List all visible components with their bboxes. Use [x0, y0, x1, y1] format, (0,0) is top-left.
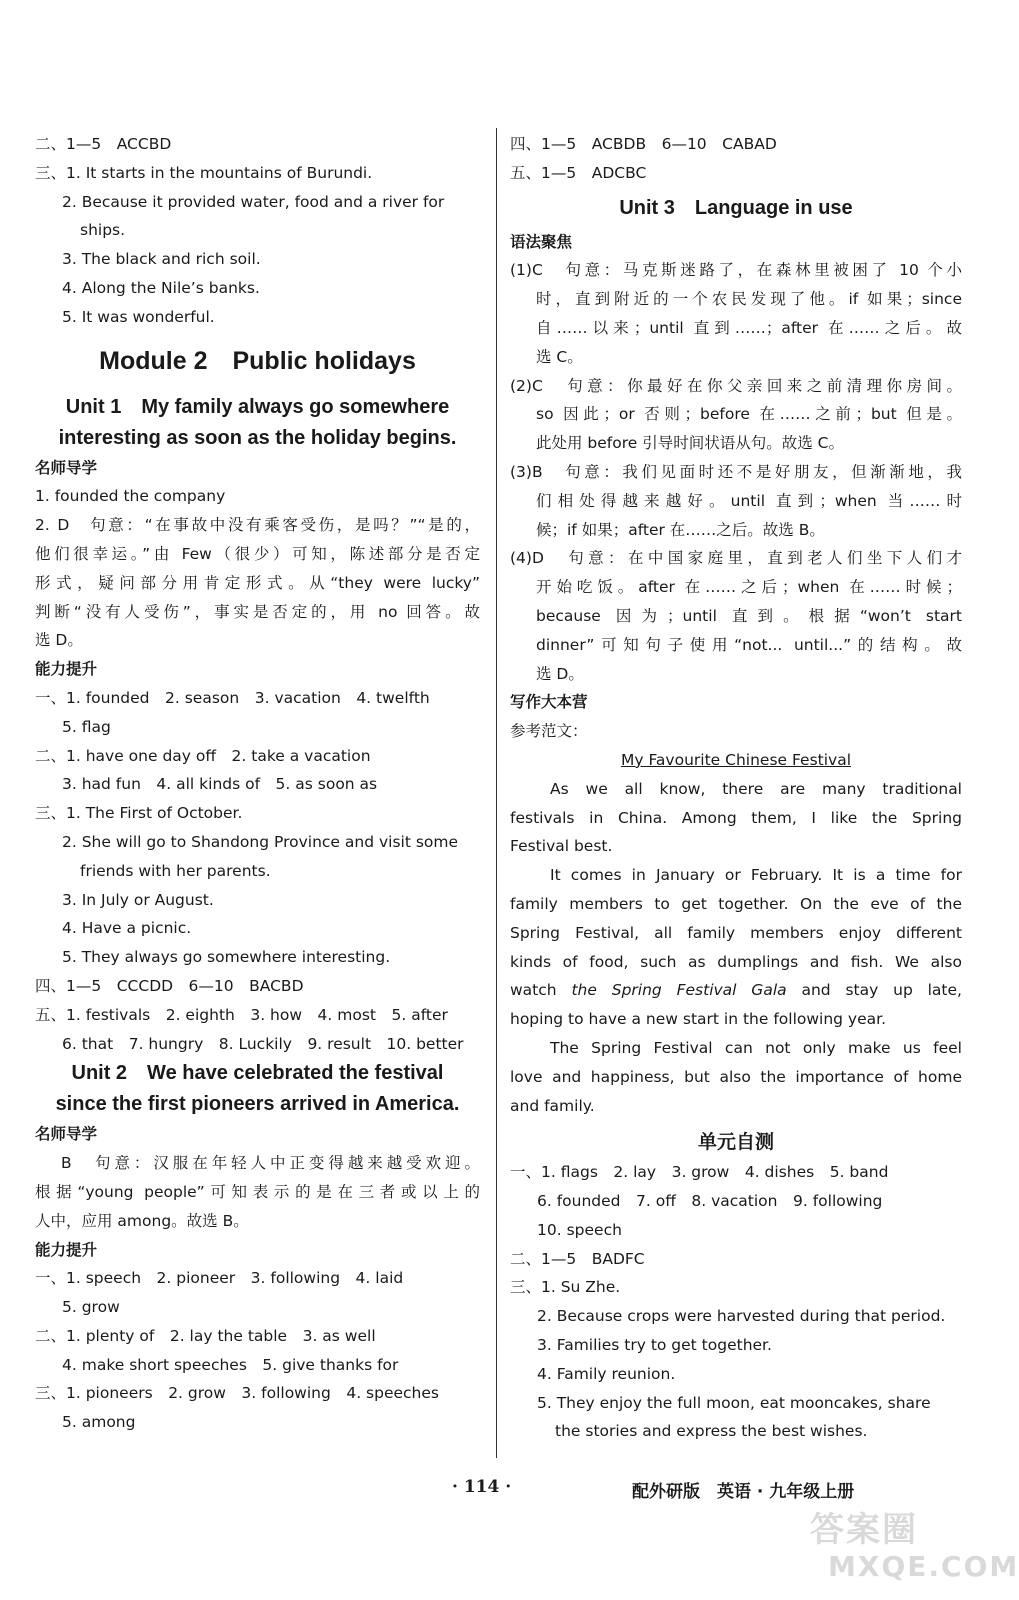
essay-line: hoping to have a new start in the following year.	[510, 1010, 887, 1029]
answer-line: 6. founded 7. off 8. vacation 9. following	[537, 1192, 883, 1211]
answer-line: 四、1—5 CCCDD 6—10 BACBD	[35, 976, 304, 995]
essay-title-text: My Favourite Chinese Festival	[620, 750, 852, 769]
answer-line: 10. speech	[537, 1220, 622, 1239]
explanation-line: (3)B 句意：我们见面时还不是好朋友，但渐渐地，我	[510, 462, 962, 481]
answer-line: 一、1. speech 2. pioneer 3. following 4. laid	[35, 1269, 404, 1288]
answer-line: 3. The black and rich soil.	[62, 250, 261, 269]
answer-line: 6. that 7. hungry 8. Luckily 9. result 10. better	[62, 1034, 464, 1053]
explanation-line: 2. D 句意：“在事故中没有乘客受伤，是吗？”“是的，	[35, 516, 480, 535]
explanation-line: 此处用 before 引导时间状语从句。故选 C。	[536, 434, 844, 453]
answer-line: 4. make short speeches 5. give thanks for	[62, 1355, 399, 1374]
answer-line: 4. Family reunion.	[537, 1364, 676, 1383]
page-number: · 114 ·	[452, 1477, 512, 1497]
explanation-line: 选 D。	[536, 664, 584, 683]
explanation-line: so 因此；or 否则；before 在……之前；but 但是。	[536, 405, 962, 424]
right-column	[510, 130, 962, 1446]
unit1-title-line1: Unit 1 My family always go somewhere	[65, 395, 450, 418]
answer-line: 2. Because crops were harvested during that period.	[537, 1307, 946, 1326]
watermark-glyphs: 答案圈	[810, 1510, 918, 1550]
essay-line: Festival best.	[510, 837, 613, 856]
answer-line: 3. had fun 4. all kinds of 5. as soon as	[62, 775, 378, 794]
answer-line: 5. grow	[62, 1298, 120, 1317]
explanation-line: 选 D。	[35, 631, 83, 650]
page-footer	[0, 1475, 996, 1505]
section-heading: 能力提升	[35, 660, 98, 679]
answer-line: 五、1. festivals 2. eighth 3. how 4. most 5. after	[35, 1005, 448, 1024]
answer-line: friends with her parents.	[80, 861, 271, 880]
explanation-line: 们相处得越来越好。until 直到；when 当……时	[536, 491, 962, 510]
unit3-title: Unit 3 Language in use	[619, 196, 853, 219]
explanation-line: 自……以来；until 直到……；after 在……之后。故	[536, 318, 962, 337]
book-label: 配外研版 英语 · 九年级上册	[632, 1482, 855, 1502]
essay-italic-title: the Spring Festival Gala	[571, 981, 787, 1000]
essay-line: As we all know, there are many traditional	[550, 779, 962, 798]
answer-line: 5. They always go somewhere interesting.	[62, 948, 391, 967]
unit2-title-line2: since the first pioneers arrived in America.	[55, 1093, 460, 1116]
watermark-url: MXQE.COM	[828, 1550, 1019, 1583]
answer-line: 三、1. It starts in the mountains of Burundi.	[35, 163, 373, 182]
section-heading: 名师导学	[35, 1125, 98, 1144]
explanation-line: 他们很幸运。”由 Few（很少）可知，陈述部分是否定	[35, 544, 480, 563]
watermark-logo	[800, 1502, 1019, 1592]
answer-line: 5. among	[62, 1413, 136, 1432]
explanation-line: 候；if 如果；after 在……之后。故选 B。	[536, 520, 825, 539]
answer-line: 5. flag	[62, 717, 111, 736]
essay-line: It comes in January or February. It is a time for	[550, 866, 962, 885]
unit-test-title: 单元自测	[697, 1131, 774, 1154]
unit2-title-line1: Unit 2 We have celebrated the festival	[71, 1062, 444, 1085]
answer-line: 一、1. flags 2. lay 3. grow 4. dishes 5. band	[510, 1163, 889, 1182]
essay-line	[510, 976, 962, 1005]
answer-line: 三、1. pioneers 2. grow 3. following 4. speeches	[35, 1384, 439, 1403]
essay-title	[510, 746, 962, 775]
answer-line: 5. It was wonderful.	[62, 307, 215, 326]
answer-line: 一、1. founded 2. season 3. vacation 4. twelfth	[35, 688, 430, 707]
answer-line: 3. In July or August.	[62, 890, 214, 909]
section-heading: 能力提升	[35, 1240, 98, 1259]
explanation-line: 人中，应用 among。故选 B。	[35, 1211, 249, 1230]
answer-line: ships.	[80, 221, 126, 240]
answer-line: the stories and express the best wishes.	[555, 1422, 868, 1441]
explanation-line: 开始吃饭。after 在……之后；when 在……时候；	[536, 578, 962, 597]
answer-line: 4. Have a picnic.	[62, 919, 192, 938]
answer-line: 5. They enjoy the full moon, eat mooncakes, share	[537, 1393, 931, 1412]
answer-line: 2. Because it provided water, food and a river for	[62, 192, 445, 211]
explanation-line: (2)C 句意：你最好在你父亲回来之前清理你房间。	[510, 376, 962, 395]
answer-line: 四、1—5 ACBDB 6—10 CABAD	[510, 135, 777, 153]
essay-line: festivals in China. Among them, I like the Spring	[510, 808, 962, 827]
explanation-line: because 因为；until 直到。根据“won’t start	[536, 606, 962, 625]
explanation-line: 形式，疑问部分用肯定形式。从“they were lucky”	[35, 573, 480, 592]
essay-line: and family.	[510, 1096, 595, 1115]
explanation-line: 判断“没有人受伤”，事实是否定的，用 no 回答。故	[35, 602, 480, 621]
explanation-line: dinner”可知句子使用“not... until...”的结构。故	[536, 635, 962, 654]
essay-word: and stay up late,	[801, 981, 962, 1000]
module-title: Module 2 Public holidays	[99, 346, 416, 375]
explanation-line: 选 C。	[536, 347, 583, 366]
answer-line: 三、1. Su Zhe.	[510, 1278, 621, 1297]
answer-line: 4. Along the Nile’s banks.	[62, 278, 260, 297]
answer-line: 3. Families try to get together.	[537, 1336, 772, 1355]
essay-line: The Spring Festival can not only make us feel	[550, 1038, 962, 1057]
essay-word: watch	[510, 981, 557, 1000]
answer-line: 五、1—5 ADCBC	[510, 163, 647, 182]
essay-line: Spring Festival, all family members enjoy different	[510, 923, 962, 942]
answer-line: 二、1. plenty of 2. lay the table 3. as well	[35, 1326, 376, 1345]
answer-line: 三、1. The First of October.	[35, 804, 243, 823]
essay-line: family members to get together. On the eve of the	[510, 894, 962, 913]
answer-line: 二、1. have one day off 2. take a vacation	[35, 746, 371, 765]
answer-line: 1. founded the company	[35, 487, 226, 506]
section-heading: 名师导学	[35, 458, 98, 477]
explanation-line: 时，直到附近的一个农民发现了他。if 如果；since	[536, 290, 962, 309]
answer-line: 二、1—5 BADFC	[510, 1249, 645, 1268]
explanation-line: B 句意：汉服在年轻人中正变得越来越受欢迎。	[61, 1154, 480, 1173]
unit1-title-line2: interesting as soon as the holiday begins.	[58, 426, 457, 449]
explanation-line: (1)C 句意：马克斯迷路了，在森林里被困了 10 个小	[510, 261, 962, 280]
answer-line: 二、1—5 ACCBD	[35, 135, 172, 153]
essay-line: kinds of food, such as dumplings and fish. We also	[510, 952, 962, 971]
section-heading: 语法聚焦	[510, 232, 573, 251]
sample-label: 参考范文：	[510, 722, 588, 741]
left-column	[35, 130, 480, 1437]
answer-line: 2. She will go to Shandong Province and visit some	[62, 832, 459, 851]
section-heading: 写作大本营	[510, 693, 588, 712]
explanation-line: (4)D 句意：在中国家庭里，直到老人们坐下人们才	[510, 549, 962, 568]
column-divider	[496, 128, 497, 1458]
explanation-line: 根据“young people”可知表示的是在三者或以上的	[35, 1182, 480, 1201]
essay-line: love and happiness, but also the importance of home	[510, 1067, 962, 1086]
